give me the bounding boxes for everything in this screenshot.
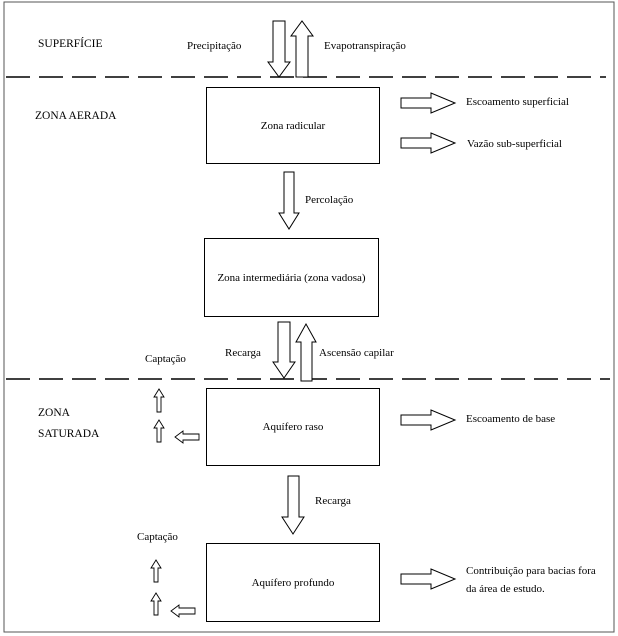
recharge-deep-label: Recarga <box>315 495 351 507</box>
saturated-zone-label-line1: ZONA <box>38 407 70 419</box>
surface-zone-label: SUPERFÍCIE <box>38 38 103 50</box>
capture-deep-small-arrow <box>171 605 195 617</box>
capture-shallow-up-arrow-upper <box>154 389 164 412</box>
capture-shallow-small-arrow <box>175 431 199 443</box>
percolation-label: Percolação <box>305 194 354 206</box>
shallow-aquifer-box <box>206 388 380 466</box>
evapotranspiration-label: Evapotranspiração <box>324 40 406 52</box>
surface-runoff-arrow <box>401 93 455 113</box>
capture-deep-label: Captação <box>137 531 178 543</box>
subsurface-flow-arrow <box>401 133 455 153</box>
contribution-label-line1: Contribuição para bacias fora <box>466 565 596 577</box>
evapotranspiration-arrow <box>291 21 313 77</box>
contribution-label-line2: da área de estudo. <box>466 583 545 595</box>
capillary-rise-label: Ascensão capilar <box>319 347 394 359</box>
base-flow-label: Escoamento de base <box>466 413 556 425</box>
subsurface-flow-label: Vazão sub-superficial <box>467 138 562 150</box>
surface-runoff-label: Escoamento superficial <box>466 96 569 108</box>
precipitation-arrow <box>268 21 290 77</box>
root-zone-box <box>206 87 380 164</box>
deep-aquifer-box <box>206 543 380 622</box>
shallow-aquifer-label: Aquífero raso <box>262 421 324 433</box>
deep-aquifer-label: Aquífero profundo <box>251 576 335 589</box>
base-flow-arrow <box>401 410 455 430</box>
saturated-zone-label-line2: SATURADA <box>38 428 100 440</box>
intermediate-zone-label: Zona intermediária (zona vadosa) <box>217 271 366 284</box>
capture-shallow-up-arrow-lower <box>154 420 164 442</box>
percolation-arrow <box>279 172 299 229</box>
capture-shallow-label: Captação <box>145 353 186 365</box>
root-zone-label: Zona radicular <box>260 119 326 132</box>
capillary-rise-arrow <box>296 324 316 381</box>
recharge-arrow-deep <box>282 476 304 534</box>
capture-deep-up-arrow-lower <box>151 593 161 615</box>
recharge-shallow-label: Recarga <box>225 347 261 359</box>
recharge-arrow-shallow <box>273 322 295 378</box>
precipitation-label: Precipitação <box>187 40 242 52</box>
capture-deep-up-arrow-upper <box>151 560 161 582</box>
contribution-arrow <box>401 569 455 589</box>
aerated-zone-label: ZONA AERADA <box>35 110 117 122</box>
intermediate-zone-box <box>204 238 379 317</box>
